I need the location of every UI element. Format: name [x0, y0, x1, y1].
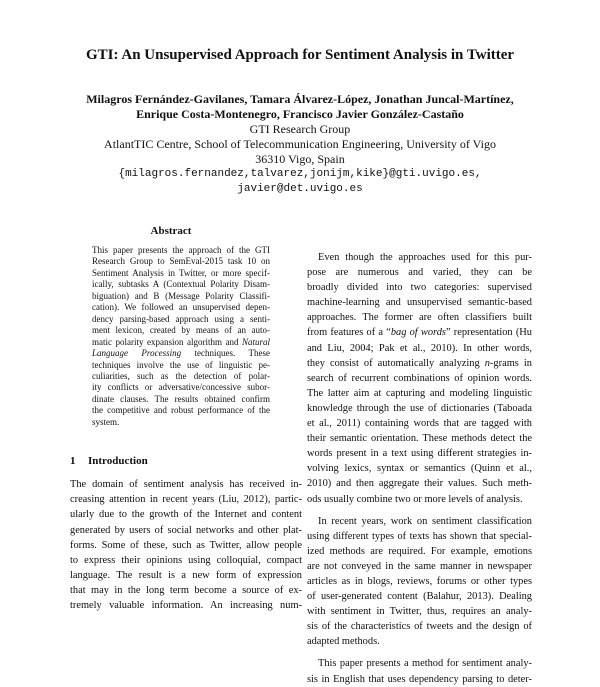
email-line-2: javier@det.uvigo.es — [237, 183, 363, 195]
body-line: are not conveyed in the same manner in newspaper — [307, 560, 532, 572]
body-line: and Liu, 2004; Pak et al., 2010). In other words, — [307, 342, 532, 354]
abstract-body — [92, 245, 270, 428]
body-line: 2010) and then aggregate their values. Such meth- — [307, 478, 532, 490]
abstract-line: ment lexicon, created by means of an auto- — [92, 325, 270, 336]
abstract-line: ity conflicts or adversative/concessive subor- — [92, 382, 270, 393]
affiliation: AtlantTIC Centre, School of Telecommunication Engineering, University of Vigo — [104, 137, 496, 151]
body-line: et al., 2011) containing words that are tagged with — [307, 418, 532, 430]
body-line: machine-learning and unsupervised semantic-based — [307, 297, 532, 309]
author-names-line-1: Milagros Fernández-Gavilanes, Tamara Álvarez-López, Jonathan Juncal-Martínez, — [86, 92, 514, 106]
body-line: knowledge through the use of dictionaries (Taboada — [307, 402, 532, 414]
paper-title: GTI: An Unsupervised Approach for Sentiment Analysis in Twitter — [85, 47, 515, 63]
abstract-line: This paper presents the approach of the GTI — [92, 245, 270, 255]
author-block — [0, 92, 600, 197]
abstract-line: ically, subtasks A (Contextual Polarity Disam- — [92, 279, 270, 290]
abstract-line-with-italic — [92, 348, 270, 359]
body-line: of user-generated content (Balahur, 2013). Dealing — [307, 591, 532, 603]
paragraph-this-paper — [307, 656, 532, 686]
right-column — [307, 250, 532, 687]
abstract-line: cation). We followed an unsupervised depen- — [92, 302, 270, 313]
section-title: Introduction — [88, 455, 148, 468]
abstract-text: techniques. These — [181, 348, 270, 359]
body-line: In recent years, work on sentiment classification — [318, 515, 532, 527]
body-line-with-italic — [307, 325, 532, 340]
body-text: ” representation (Hu — [445, 327, 532, 339]
body-line: sis of the characteristics of tweets and the design of — [307, 621, 532, 633]
body-line: adapted methods. — [307, 636, 380, 648]
left-column — [70, 225, 302, 613]
intro-line: The domain of sentiment analysis has received in- — [70, 479, 302, 491]
body-line: ods usually combine two or more levels of analysis. — [307, 493, 523, 505]
abstract-line: culiarities, such as the detection of polar- — [92, 370, 270, 381]
body-line-with-italic — [307, 356, 532, 371]
body-line: broadly divided into two categories: supervised — [307, 282, 532, 294]
body-line: volving lexics, syntax or semantics (Quinn et al., — [307, 463, 532, 475]
abstract-text: matic polarity expansion algorithm and — [92, 336, 242, 347]
section-number: 1 — [70, 455, 76, 468]
intro-line: creasing attention in recent years (Liu, 2012), partic- — [70, 494, 302, 506]
body-line: ized methods are required. For example, emotions — [307, 545, 532, 557]
body-line: This paper presents a method for sentiment analy- — [318, 658, 532, 670]
abstract-italic-term: Language Processing — [92, 348, 182, 359]
intro-line: language. The result is a new form of expression — [70, 569, 302, 581]
intro-line: to express their opinions using colloquial, compact — [70, 554, 302, 566]
body-line: with sentiment in Twitter, thus, requires an analy- — [307, 606, 532, 618]
italic-term: bag of words — [390, 327, 446, 339]
body-line: approaches. The former are often classifiers built — [307, 312, 532, 324]
abstract-line: the competitive and robust performance of the — [92, 405, 270, 416]
intro-line: forms. Some of these, such as Twitter, allow people — [70, 539, 302, 551]
body-line: sis in English that uses dependency parsing to deter- — [307, 673, 532, 685]
body-line: their semantic orientation. These methods detect the — [307, 433, 532, 445]
body-line: articles as in blogs, reviews, forums or other types — [307, 575, 532, 587]
abstract-line: system. — [92, 416, 120, 427]
abstract-line: Research Group to SemEval-2015 task 10 on — [92, 256, 270, 267]
email-line-1: {milagros.fernandez,talvarez,jonijm,kike}@gti.uvigo.es, — [118, 168, 482, 180]
address: 36310 Vigo, Spain — [255, 152, 345, 166]
abstract-line: techniques involve the use of linguistic pe- — [92, 359, 270, 370]
italic-term: n — [484, 357, 490, 369]
author-names-line-2: Enrique Costa-Montenegro, Francisco Javier González-Castaño — [136, 107, 464, 121]
abstract-line: Sentiment Analysis in Twitter, or more specif- — [92, 267, 270, 278]
body-line: using different types of texts has shown that special- — [307, 530, 532, 542]
abstract-heading: Abstract — [150, 225, 192, 237]
intro-line: tremely valuable information. An increasing num- — [70, 600, 302, 611]
intro-line: generated by users of social networks and other plat- — [70, 524, 302, 536]
body-line: Even though the approaches used for this pur- — [318, 252, 532, 263]
abstract-line: biguation) and B (Message Polarity Classifi- — [92, 290, 270, 301]
body-line: The latter aim at capturing and modeling linguistic — [307, 387, 532, 399]
paragraph-approaches — [307, 250, 532, 507]
body-text: from features of a “ — [307, 327, 391, 339]
intro-line: that may in the long term become a source of ex- — [70, 584, 302, 596]
body-line: pose are numerous and varied, they can be — [307, 267, 532, 279]
abstract-line: dinate clauses. The results obtained confirm — [92, 393, 270, 404]
body-text: they consist of automatically analyzing — [307, 357, 485, 369]
research-group: GTI Research Group — [249, 122, 351, 136]
abstract-line: dency parsing-based approach using a senti- — [92, 313, 270, 324]
body-text: -grams in — [489, 357, 532, 369]
body-line: words present in a text using different strategies in- — [307, 448, 532, 460]
abstract-line-with-italic — [92, 337, 270, 348]
intro-line: ularly due to the growth of the Internet and content — [70, 509, 302, 521]
body-line: search of recurrent combinations of opinion words. — [307, 372, 532, 384]
paragraph-recent-years — [307, 514, 532, 650]
abstract-italic-term: Natural — [241, 336, 270, 347]
intro-body — [70, 477, 302, 613]
section-heading — [70, 455, 272, 467]
